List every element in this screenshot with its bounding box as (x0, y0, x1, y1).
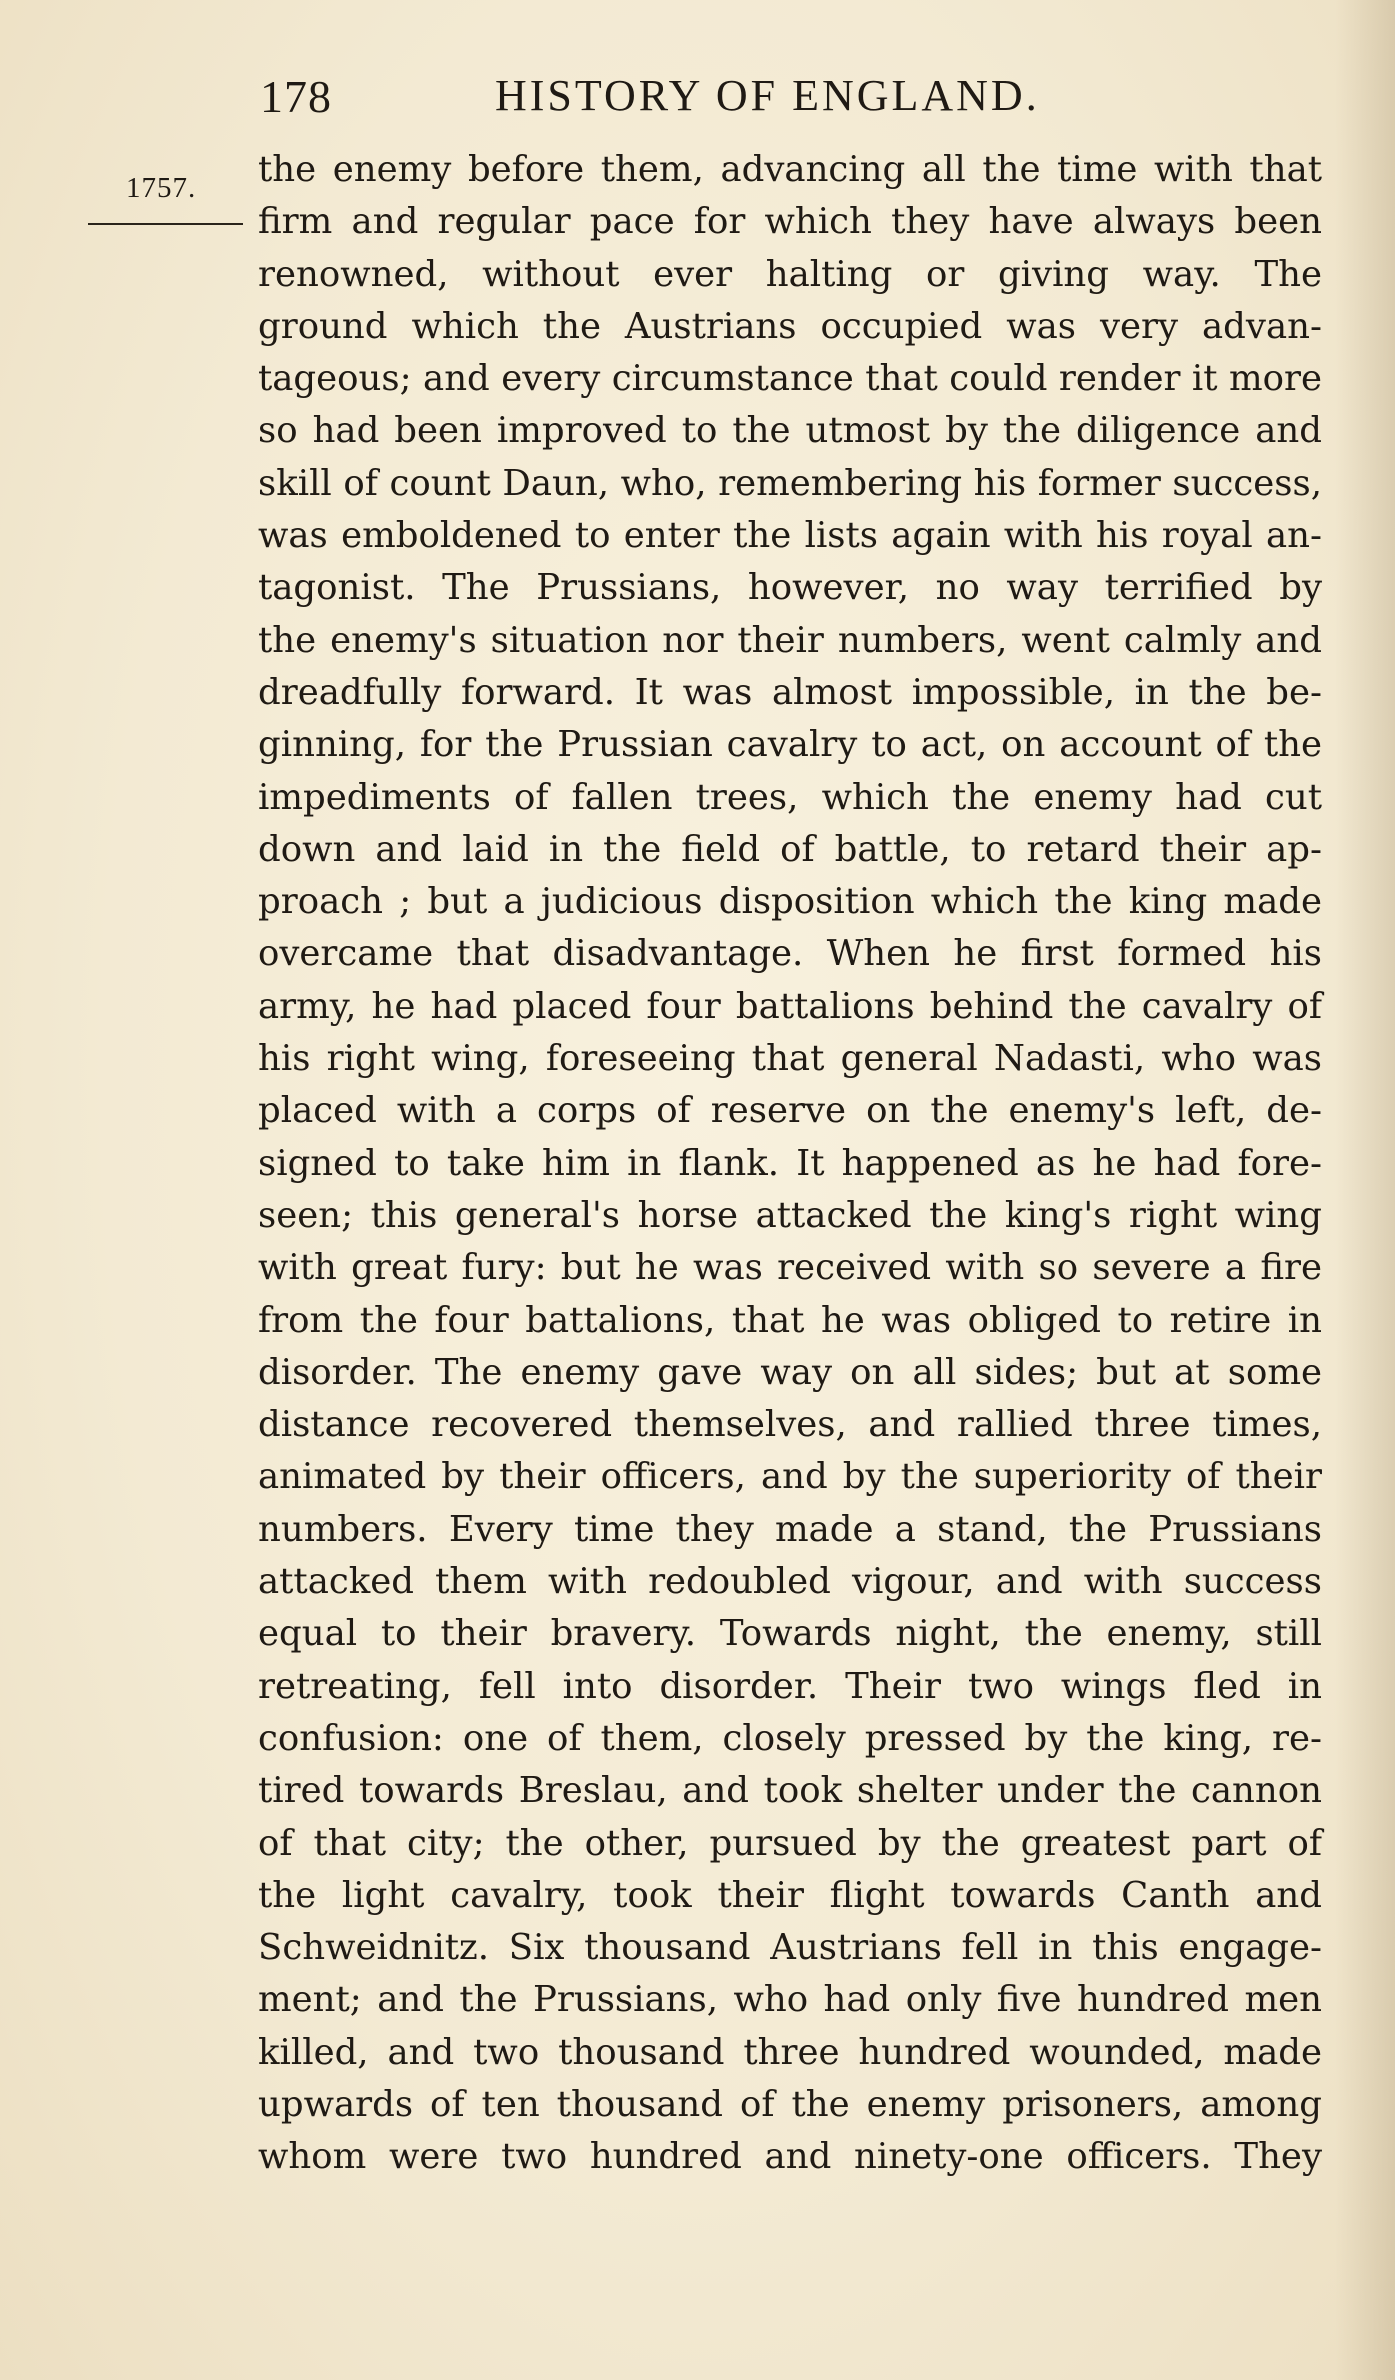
text-line: the enemy's situation nor their numbers, went calmly and (258, 619, 1322, 661)
text-line: renowned, without ever halting or giving way. The (258, 253, 1322, 295)
text-line: tageous; and every circumstance that could render it more (258, 358, 1322, 400)
text-line: firm and regular pace for which they have always been (258, 201, 1322, 243)
text-line: with great fury: but he was received with so severe a fire (258, 1247, 1322, 1289)
text-line: army, he had placed four battalions behind the cavalry of (258, 985, 1322, 1027)
text-line: numbers. Every time they made a stand, the Prussians (258, 1508, 1322, 1550)
margin-year: 1757. (126, 172, 197, 204)
text-line: overcame that disadvantage. When he first formed his (258, 933, 1322, 975)
text-line: distance recovered themselves, and rallied three times, (258, 1404, 1322, 1446)
text-line: of that city; the other, pursued by the greatest part of (258, 1822, 1322, 1864)
text-line: Schweidnitz. Six thousand Austrians fell in this engage- (258, 1927, 1322, 1969)
text-line: down and laid in the field of battle, to retard their ap- (258, 828, 1322, 870)
text-line: tired towards Breslau, and took shelter under the cannon (258, 1770, 1322, 1812)
body-text (258, 144, 1328, 2184)
text-line: was emboldened to enter the lists again with his royal an- (258, 515, 1322, 557)
text-line: skill of count Daun, who, remembering his former success, (258, 462, 1322, 504)
text-line: placed with a corps of reserve on the enemy's left, de- (258, 1090, 1322, 1132)
text-line: so had been improved to the utmost by the diligence and (258, 410, 1322, 452)
text-line: his right wing, foreseeing that general Nadasti, who was (258, 1038, 1322, 1080)
text-line: ground which the Austrians occupied was very advan- (258, 305, 1322, 347)
text-line: impediments of fallen trees, which the enemy had cut (258, 776, 1322, 818)
page-number: 178 (260, 71, 332, 122)
text-line: from the four battalions, that he was obliged to retire in (258, 1299, 1322, 1341)
text-line: seen; this general's horse attacked the king's right wing (258, 1194, 1322, 1236)
text-line: confusion: one of them, closely pressed by the king, re- (258, 1717, 1322, 1759)
text-line: ment; and the Prussians, who had only five hundred men (258, 1979, 1322, 2021)
page-header (255, 70, 1115, 130)
running-title: HISTORY OF ENGLAND. (495, 71, 1040, 120)
text-line: the enemy before them, advancing all the time with that (258, 149, 1322, 190)
text-line: retreating, fell into disorder. Their two wings fled in (258, 1665, 1322, 1707)
text-line: signed to take him in flank. It happened as he had fore- (258, 1142, 1322, 1184)
text-line: disorder. The enemy gave way on all sides; but at some (258, 1351, 1322, 1393)
text-line: animated by their officers, and by the superiority of their (258, 1456, 1322, 1498)
text-line: whom were two hundred and ninety-one officers. They (258, 2136, 1322, 2178)
text-line: tagonist. The Prussians, however, no way terrified by (258, 567, 1322, 609)
margin-rule (88, 223, 243, 225)
text-line: dreadfully forward. It was almost impossible, in the be- (258, 671, 1322, 713)
text-line: upwards of ten thousand of the enemy prisoners, among (258, 2083, 1322, 2125)
text-line: equal to their bravery. Towards night, the enemy, still (258, 1613, 1322, 1655)
text-line: proach ; but a judicious disposition which the king made (258, 881, 1322, 923)
text-line: ginning, for the Prussian cavalry to act, on account of the (258, 724, 1322, 766)
text-line: killed, and two thousand three hundred wounded, made (258, 2031, 1322, 2073)
text-line: the light cavalry, took their flight towards Canth and (258, 1874, 1322, 1916)
page-edge-shadow (1335, 0, 1395, 2380)
text-line: attacked them with redoubled vigour, and with success (258, 1561, 1322, 1603)
